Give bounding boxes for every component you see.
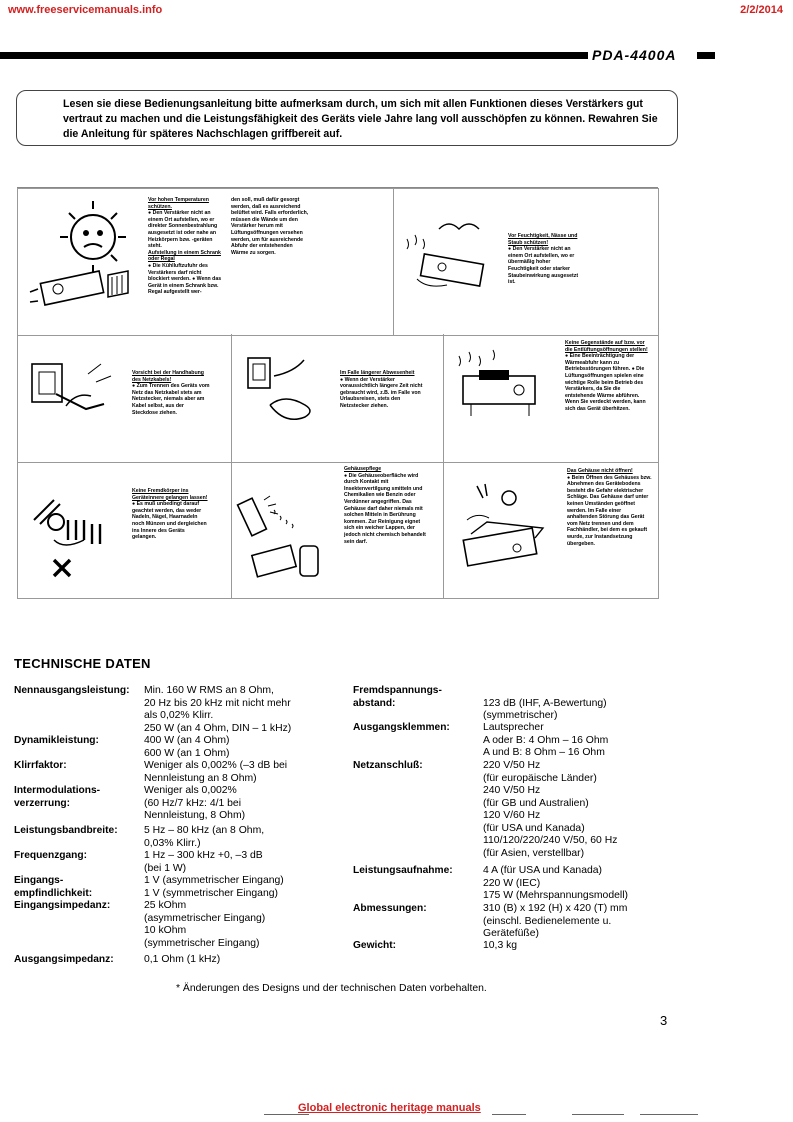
spec-value: 400 W (an 4 Ohm)	[144, 735, 230, 746]
caution-title: Vor hohen Temperaturen schützen.	[148, 197, 209, 210]
caution-text-cabinet-care	[344, 466, 430, 545]
caution-body: ● Es muß unbedingt darauf geachtet werden, das weder Nadeln, Nägel, Haarnadeln noch Münzen und dergleichen ins Innere des Geräts gelangen.	[132, 501, 207, 541]
spec-value: (für USA und Kanada)	[483, 822, 585, 834]
spec-value: Min. 160 W RMS an 8 Ohm,	[144, 685, 274, 696]
power-cord-illustration	[26, 354, 116, 434]
caution-body: ● Zum Trennen des Geräts vom Netz das Netzkabel stets am Netzstecker, niemals aber am Kabel selbst, aus der Steckdose ziehen.	[132, 383, 210, 416]
spec-value: (für europäische Länder)	[483, 772, 597, 784]
caution-text-do-not-open	[567, 468, 653, 547]
caution-body: ● Wenn der Verstärker voraussichtlich längere Zeit nicht gebraucht wird, z.B. im Falle von Urlaubsreisen, stets den Netzstecker ziehen.	[340, 376, 423, 409]
caution-body: ● Beim Öffnen des Gehäuses bzw. Abnehmen des Gerätebodens besteht die Gefahr elektrischer Schläge. Das Gehäuse darf unter keinen Umständen geöffnet werden. Im Falle einer anhaltenden Störung das Gerät vom Netz trennen und dem Fachhändler, bei dem es gekauft wurde, zur Instandsetzung übergeben.	[567, 474, 652, 547]
spec-value: Nennleistung an 8 Ohm)	[144, 772, 257, 784]
spec-value: (einschl. Bedienelemente u.	[483, 915, 612, 927]
footer-rule	[640, 1114, 698, 1115]
spec-label: Dynamikleistung:	[14, 735, 99, 746]
spec-label: Abmessungen:	[353, 903, 427, 914]
spec-value: Lautsprecher	[483, 722, 544, 733]
caution-title: Keine Fremdkörper ins Geräteinnere gelangen lassen!	[132, 488, 208, 501]
spec-value: 10 kOhm	[144, 925, 187, 936]
spec-value: (bei 1 W)	[144, 862, 187, 874]
ventilation-illustration	[449, 342, 549, 432]
spec-value: (für GB und Australien)	[483, 797, 589, 809]
caution-cell-cabinet-care	[230, 462, 444, 599]
spec-value: 10,3 kg	[483, 940, 518, 951]
heat-illustration	[28, 197, 133, 327]
spec-value: 110/120/220/240 V/50, 60 Hz	[483, 835, 618, 846]
caution-text-ventilation	[565, 340, 651, 413]
spec-value: 20 Hz bis 20 kHz mit nicht mehr	[144, 697, 291, 709]
source-url[interactable]: www.freeservicemanuals.info	[8, 4, 163, 16]
footer-rule	[572, 1114, 624, 1115]
caution-title: Keine Gegenstände auf bzw. vor die Entlüftungsöffnungen stellen!	[565, 340, 648, 353]
spec-value: 4 A (für USA und Kanada)	[483, 865, 602, 876]
spec-value: (symmetrischer Eingang)	[144, 937, 260, 949]
spec-label: Klirrfaktor:	[14, 760, 67, 771]
open-cabinet-illustration	[447, 476, 557, 586]
spec-label: Gewicht:	[353, 940, 397, 951]
spec-value: 1 Hz – 300 kHz +0, –3 dB	[144, 850, 263, 861]
caution-cell-absence	[230, 334, 444, 463]
spec-value: 1 V (asymmetrischer Eingang)	[144, 875, 284, 886]
unplug-illustration	[240, 350, 330, 430]
spec-label: empfindlichkeit:	[14, 887, 93, 899]
spec-value: Gerätefüße)	[483, 928, 540, 939]
caution-body: ● Die Gehäuseoberfläche wird durch Kontakt mit Insektenvertilgung smitteln und Chemikalien wie Benzin oder Verdünner angegriffen. Das Gehäuse darf daher niemals mit solchen Mitteln in Berührung kommen. Zur Reinigung eignet sich ein weicher Lappen, der jedoch nicht chemisch behandelt sein darf.	[344, 472, 426, 545]
footnote: * Änderungen des Designs und der technischen Daten vorbehalten.	[176, 983, 487, 994]
spec-label: Leistungsbandbreite:	[14, 825, 118, 836]
spec-value: 123 dB (IHF, A-Bewertung)	[483, 697, 607, 709]
spec-value: als 0,02% Klirr.	[144, 710, 214, 721]
caution-cell-do-not-open	[443, 462, 659, 599]
caution-cell-heat	[17, 188, 394, 336]
caution-body: ● Den Verstärker nicht an einem Ort aufstellen, wo er übermäßig hoher Feuchtigkeit oder starker Staubeinwirkung ausgesetzt ist.	[508, 246, 579, 286]
footer-rule	[492, 1114, 526, 1115]
spec-label: abstand:	[353, 697, 396, 709]
caution-body: ● Die Kühlluftzufuhr des Verstärkers darf nicht blockiert werden. ● Wenn das Gerät in einem Schrank bzw. Regal aufgestellt wer-	[148, 262, 222, 296]
spec-value: 25 kOhm	[144, 900, 187, 911]
caution-grid	[17, 187, 658, 598]
spec-label: Fremdspannungs-	[353, 685, 442, 696]
spec-value: (asymmetrischer Eingang)	[144, 912, 266, 924]
moisture-illustration	[397, 219, 492, 309]
spec-label: verzerrung:	[14, 797, 71, 809]
spec-value: 220 V/50 Hz	[483, 760, 541, 771]
spec-value: 240 V/50 Hz	[483, 785, 541, 796]
footer-link[interactable]: Global electronic heritage manuals	[298, 1102, 481, 1114]
model-number: PDA-4400A	[592, 47, 677, 63]
caution-text-foreign-objects	[132, 488, 210, 541]
caution-cell-foreign-objects	[17, 462, 232, 599]
spec-label: Frequenzgang:	[14, 850, 88, 861]
spec-value: (symmetrischer)	[483, 710, 558, 721]
caution-title: Gehäusepflege	[344, 466, 382, 472]
spec-value: (60 Hz/7 kHz: 4/1 bei	[144, 797, 242, 809]
caution-text-moisture	[508, 233, 580, 286]
caution-cell-ventilation	[443, 334, 659, 463]
spec-value: 175 W (Mehrspannungsmodell)	[483, 890, 628, 901]
header-rule	[0, 52, 588, 59]
caution-title: Vor Feuchtigkeit, Nässe und Staub schützen!	[508, 233, 578, 246]
spec-value: 5 Hz – 80 kHz (an 8 Ohm,	[144, 825, 265, 836]
spec-label: Intermodulations-	[14, 785, 101, 796]
caution-cell-moisture	[392, 188, 659, 336]
reading-notice-box	[16, 90, 678, 146]
spec-value: 1 V (symmetrischer Eingang)	[144, 887, 278, 899]
spec-value: 0,03% Klirr.)	[144, 837, 201, 849]
spec-label: Ausgangsimpedanz:	[14, 954, 114, 965]
caution-title: Aufstellung in einem Schrank oder Regal	[148, 249, 221, 263]
spec-value: Nennleistung, 8 Ohm)	[144, 810, 246, 821]
caution-text-heat	[148, 197, 224, 296]
spec-value: Weniger als 0,002% (–3 dB bei	[144, 760, 288, 771]
section-title: TECHNISCHE DATEN	[14, 656, 151, 671]
caution-text-absence	[340, 370, 424, 410]
spec-value: 0,1 Ohm (1 kHz)	[144, 954, 221, 965]
page-number: 3	[660, 1013, 668, 1028]
caution-body: ● Den Verstärker nicht an einem Ort aufstellen, wo er direkter Sonnenbestrahlung ausgesetzt ist oder nahe an Heizkörpern bzw. -geräten steht.	[148, 210, 218, 250]
spec-value: 600 W (an 1 Ohm)	[144, 747, 230, 759]
footer-rule	[264, 1114, 309, 1115]
caution-body: ● Eine Beeinträchtigung der Wärmeabfuhr kann zu Betriebsstörungen führen. ● Die Lüftungsöffnungen spielen eine wichtige Rolle beim Betrieb des Verstärkers, da Sie die entstehende Wärme abführen. Wenn Sie verdeckt werden, kann sich das Gerät überhitzen.	[565, 353, 646, 412]
spec-label: Ausgangsklemmen:	[353, 722, 450, 733]
foreign-objects-illustration	[24, 480, 124, 590]
scan-date: 2/2/2014	[740, 4, 783, 16]
reading-notice-text: Lesen sie diese Bedienungsanleitung bitte aufmerksam durch, um sich mit allen Funktionen dieses Verstärkers gut vertraut zu machen und die Leistungsfähigkeit des Geräts viele Jahre lang voll ausschöpfen zu können. Rewahren Sie die Anleitung für späteres Nachschlagen griffbereit auf.	[63, 98, 658, 140]
caution-text-power-cord	[132, 370, 210, 416]
caution-title: Vorsicht bei der Handhabung des Netzkabels!	[132, 370, 204, 383]
caution-title: Im Falle längerer Abwesenheit	[340, 370, 415, 376]
spec-label: Leistungsaufnahme:	[353, 865, 453, 876]
spec-value: 120 V/60 Hz	[483, 810, 541, 821]
spec-label: Netzanschluß:	[353, 760, 423, 771]
spec-label: Nennausgangsleistung:	[14, 685, 130, 696]
spec-value: 250 W (an 4 Ohm, DIN – 1 kHz)	[144, 722, 292, 734]
header-rule-end	[697, 52, 715, 59]
spec-value: 220 W (IEC)	[483, 877, 541, 889]
spec-value: (für Asien, verstellbar)	[483, 847, 585, 859]
spec-value: 310 (B) x 192 (H) x 420 (T) mm	[483, 903, 628, 914]
caution-title: Das Gehäuse nicht öffnen!	[567, 468, 633, 474]
caution-cell-power-cord	[17, 334, 232, 463]
spec-value: A oder B: 4 Ohm – 16 Ohm	[483, 734, 609, 746]
spec-value: A und B: 8 Ohm – 16 Ohm	[483, 747, 605, 758]
spec-label: Eingangs-	[14, 875, 64, 886]
spec-value: Weniger als 0,002%	[144, 785, 237, 796]
spray-illustration	[234, 480, 334, 590]
spec-label: Eingangsimpedanz:	[14, 900, 111, 911]
caution-text-heat-cont: den soll, muß dafür gesorgt werden, daß es ausreichend belüftet wird. Falls erforderlich, müssen die Wände um den Verstärker herum mit Lüftungsöffnungen versehen werden, um für ausreichende Abfuhr der entstehenden Wärme zu sorgen.	[231, 197, 309, 256]
